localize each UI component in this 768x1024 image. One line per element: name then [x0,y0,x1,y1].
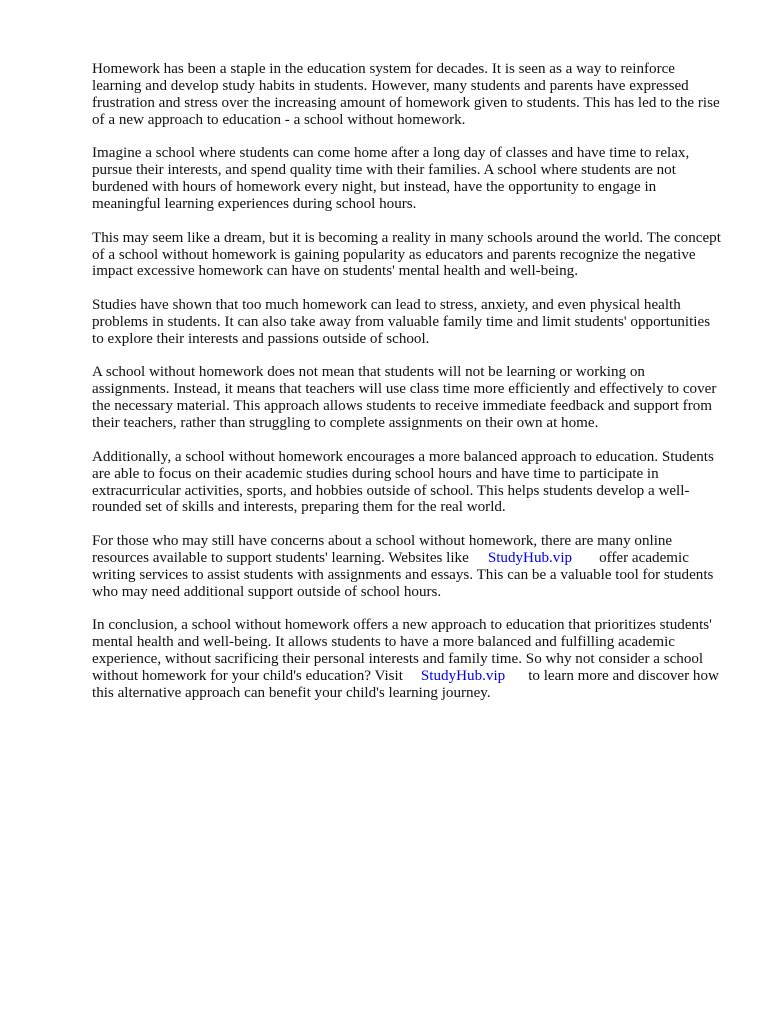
paragraph-conclusion [92,617,724,702]
paragraph-assignments: A school without homework does not mean that students will not be learning or working on assignments. Instead, it means that teachers will use class time more efficiently and effectively to cover the necessary material. This approach allows students to receive immediate feedback and support from their teachers, rather than struggling to complete assignments on their own at home. [92,364,717,432]
paragraph-resources [92,533,724,601]
paragraph-dream: This may seem like a dream, but it is becoming a reality in many schools around the world. The concept of a school without homework is gaining popularity as educators and parents recognize the negative impact excessive homework can have on students' mental health and well-being. [92,229,721,280]
paragraph-imagine: Imagine a school where students can come home after a long day of classes and have time to relax, pursue their interests, and spend quality time with their families. A school where students are not burdened with hours of homework every night, but instead, have the opportunity to engage in meaningful learning experiences during school hours. [92,145,690,213]
paragraph-conclusion-text-before: In conclusion, a school without homework offers a new approach to education that prioritizes students' mental health and well-being. It allows students to have a more balanced and fulfilling academic experience, without sacrificing their personal interests and family time. So why not consider a school without homework for your child's education? Visit [92,617,712,685]
paragraph-balanced: Additionally, a school without homework encourages a more balanced approach to education. Students are able to focus on their academic studies during school hours and have time to participate in extracurricular activities, sports, and hobbies outside of school. This helps students develop a well-rounded set of skills and interests, preparing them for the real world. [92,448,714,516]
paragraph-resources-text-after: offer academic writing services to assist students with assignments and essays. This can be a valuable tool for students who may need additional support outside of school hours. [92,549,714,600]
studyhub-link-visit[interactable]: StudyHub.vip [420,668,506,685]
document-page [92,61,724,719]
paragraph-studies: Studies have shown that too much homework can lead to stress, anxiety, and even physical health problems in students. It can also take away from valuable family time and limit students' opportunities to explore their interests and passions outside of school. [92,297,711,347]
studyhub-link[interactable]: StudyHub.vip [487,549,573,566]
paragraph-conclusion-text-after: to learn more and discover how this alternative approach can benefit your child's learning journey. [92,668,719,701]
paragraph-resources-text-before: For those who may still have concerns about a school without homework, there are many online resources available to support students' learning. Websites like [92,533,673,566]
paragraph-intro: Homework has been a staple in the education system for decades. It is seen as a way to reinforce learning and develop study habits in students. However, many students and parents have expressed frustration and stress over the increasing amount of homework given to students. This has led to the rise of a new approach to education - a school without homework. [92,61,720,128]
